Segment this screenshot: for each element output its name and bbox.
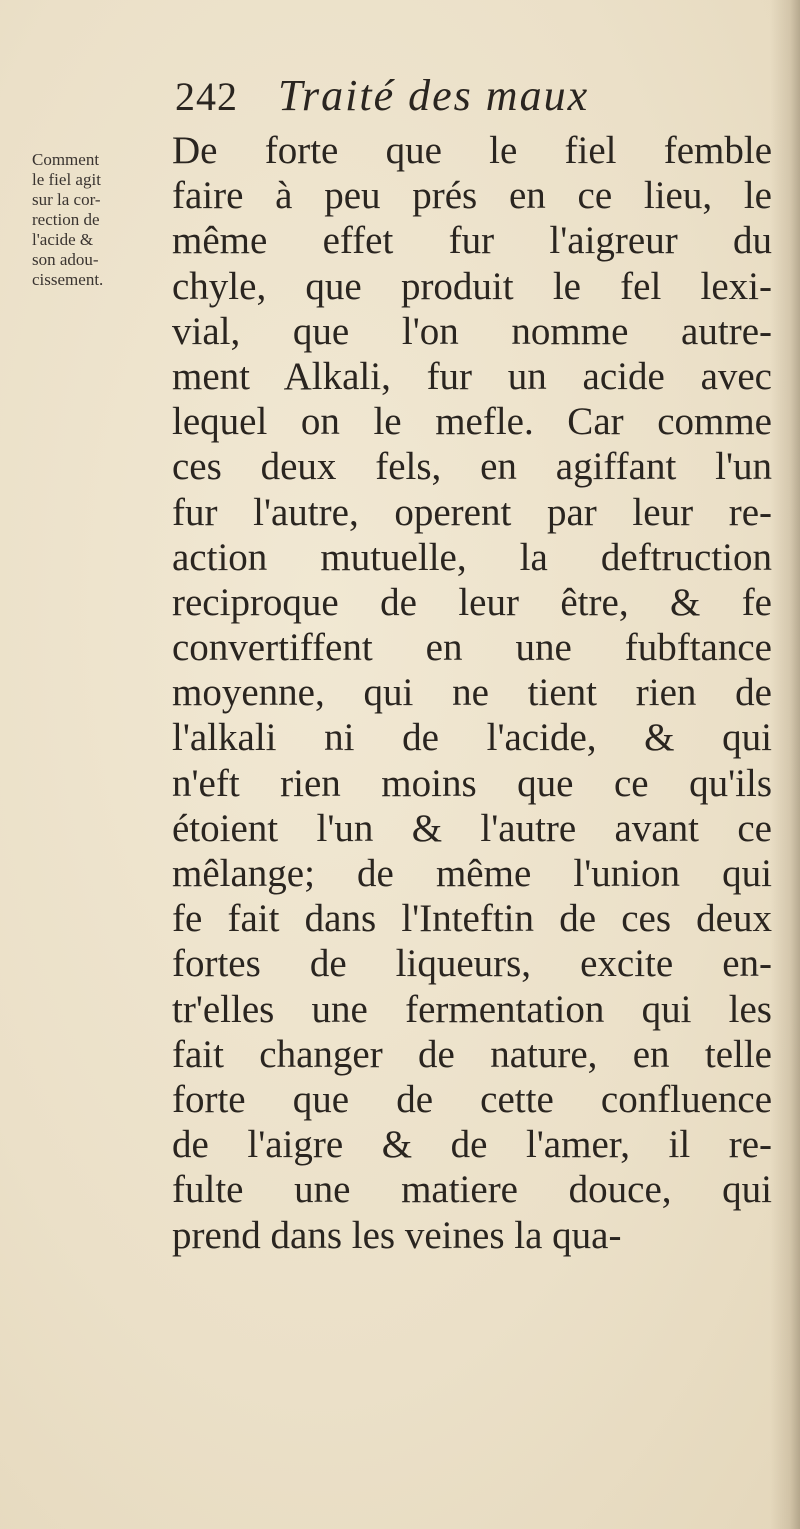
text-line: lequel on le mefle. Car comme <box>172 400 772 444</box>
text-line: fortes de liqueurs, excite en- <box>172 942 772 986</box>
page-number: 242 <box>175 74 238 119</box>
text-line: prend dans les veines la qua- <box>172 1213 622 1257</box>
text-line: ces deux fels, en agiffant l'un <box>172 445 772 489</box>
margin-note-line: sur la cor- <box>32 190 101 209</box>
text-line: ment Alkali, fur un acide avec <box>172 354 772 398</box>
text-line: De forte que le fiel femble <box>172 129 772 172</box>
margin-note-line: l'acide & <box>32 230 94 249</box>
text-line: reciproque de leur être, & fe <box>172 580 772 624</box>
margin-note-line: Comment <box>32 150 100 169</box>
text-line: convertiffent en une fubftance <box>172 626 772 670</box>
text-line: mêlange; de même l'union qui <box>172 852 772 895</box>
page-header <box>175 70 589 126</box>
text-line: même effet fur l'aigreur du <box>172 219 772 263</box>
body-text <box>172 128 772 1258</box>
margin-note-line: cissement. <box>32 270 104 289</box>
text-line: action mutuelle, la deftruction <box>172 535 772 579</box>
text-line: étoient l'un & l'autre avant ce <box>172 806 772 850</box>
text-line: chyle, que produit le fel lexi- <box>172 264 772 308</box>
margin-note-line: son adou- <box>32 250 99 269</box>
text-line: fait changer de nature, en telle <box>172 1032 772 1076</box>
margin-note <box>32 150 162 290</box>
text-line: n'eft rien moins que ce qu'ils <box>172 761 772 805</box>
margin-note-line: le fiel agit <box>32 170 101 189</box>
margin-note-line: rection de <box>32 210 100 229</box>
text-line: vial, que l'on nomme autre- <box>172 309 772 353</box>
text-line: fulte une matiere douce, qui <box>172 1168 772 1212</box>
text-line: forte que de cette confluence <box>172 1077 772 1121</box>
text-line: fur l'autre, operent par leur re- <box>172 490 772 534</box>
text-line: faire à peu prés en ce lieu, le <box>172 174 772 218</box>
text-line: l'alkali ni de l'acide, & qui <box>172 716 772 760</box>
running-title: Traité des maux <box>278 71 590 120</box>
text-line: tr'elles une fermentation qui les <box>172 987 772 1031</box>
text-line: moyenne, qui ne tient rien de <box>172 671 772 715</box>
text-line: de l'aigre & de l'amer, il re- <box>172 1123 772 1167</box>
text-line: fe fait dans l'Inteftin de ces deux <box>172 897 772 941</box>
